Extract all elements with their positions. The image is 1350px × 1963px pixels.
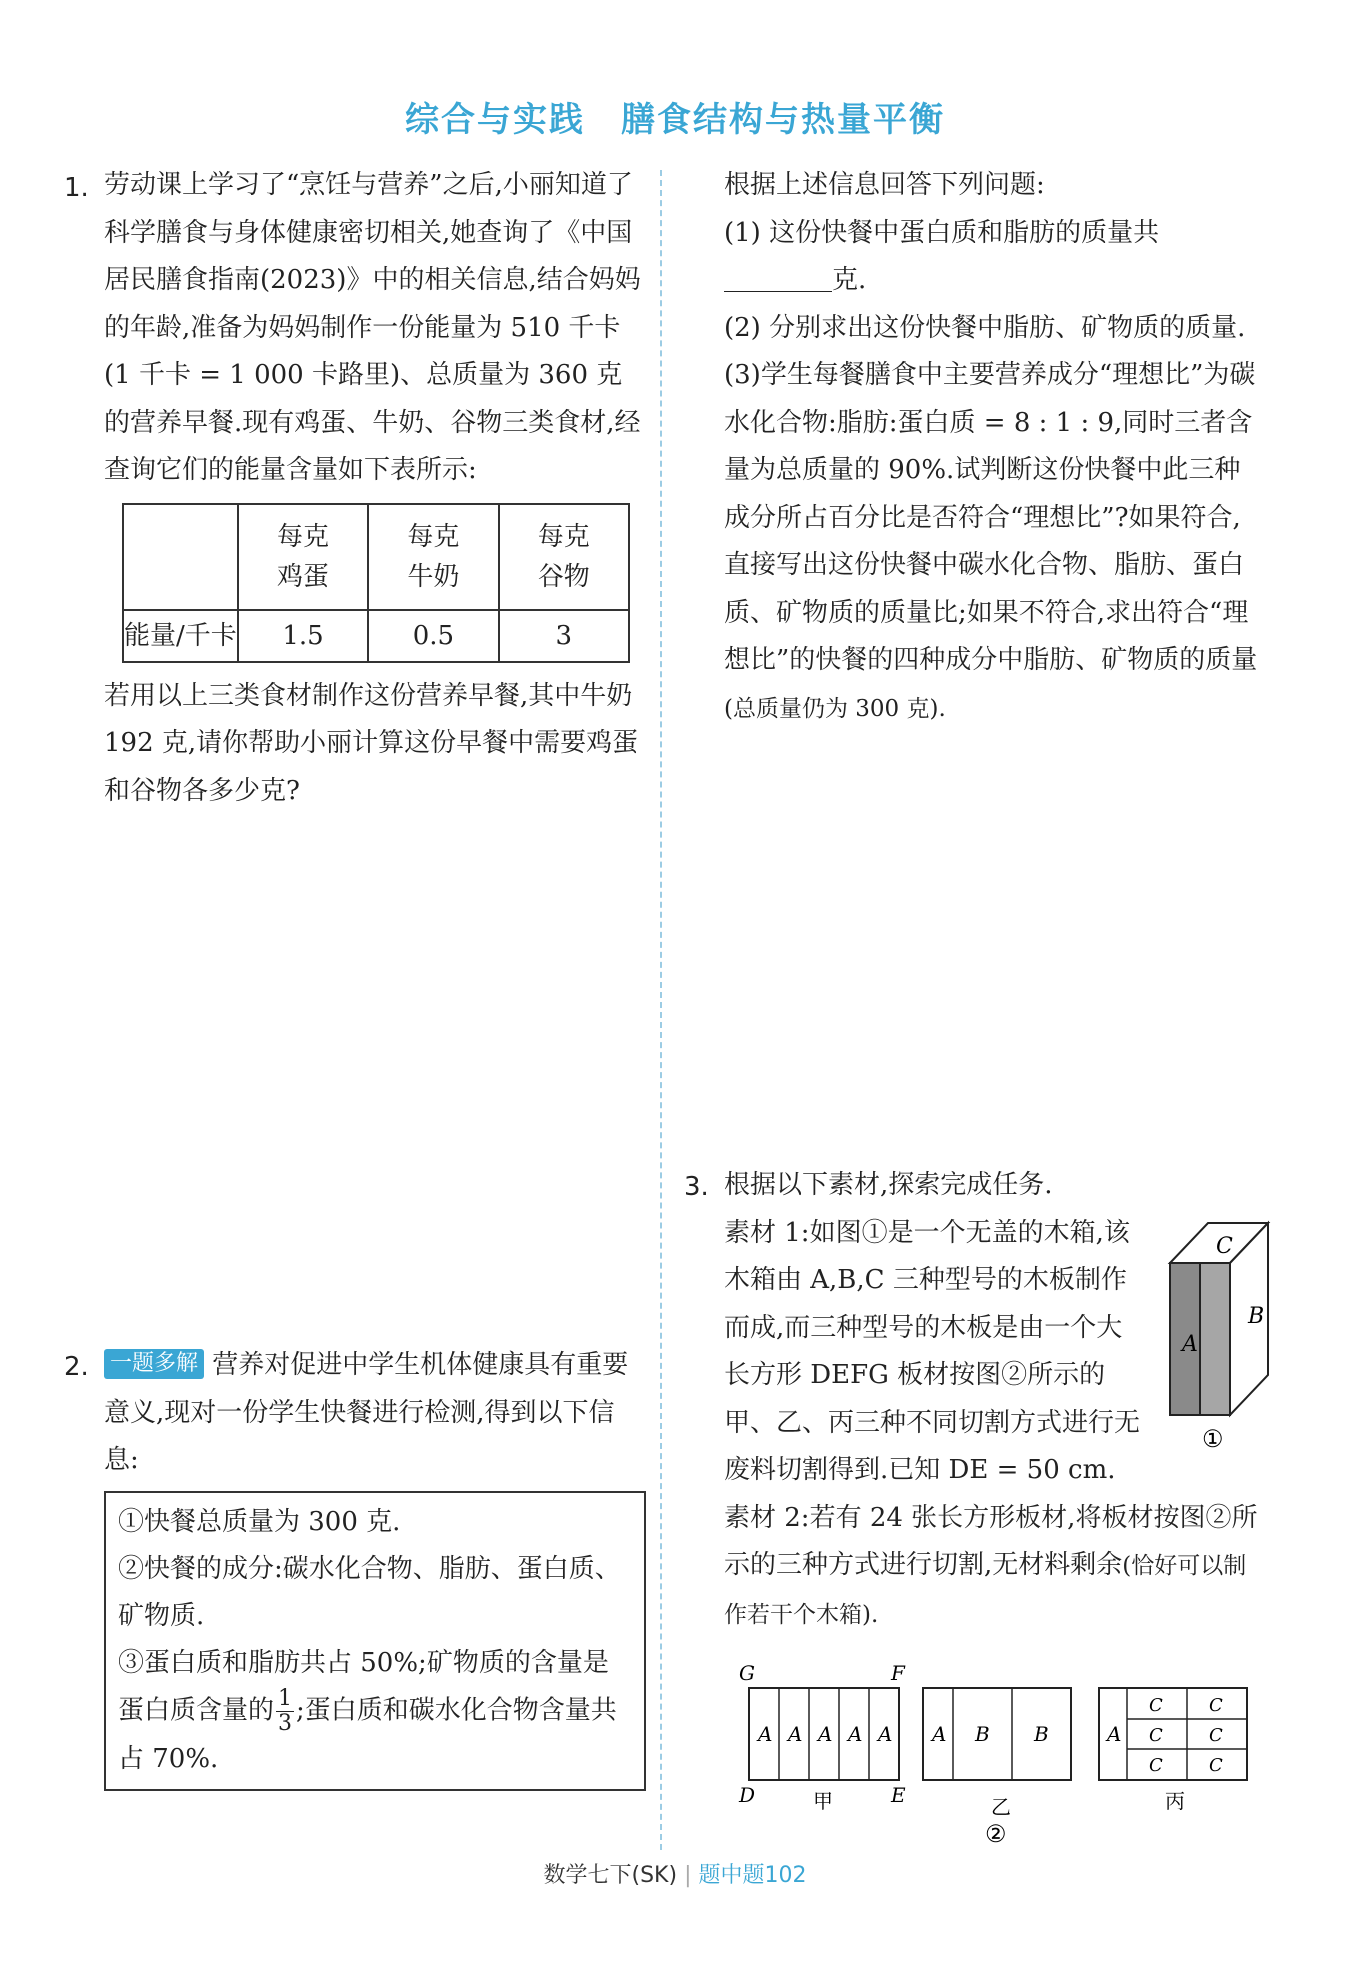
yi-cell: A xyxy=(932,1722,947,1746)
q1-number: 1. xyxy=(64,173,89,203)
q3-number: 3. xyxy=(684,1172,709,1202)
q3-material2-text: 素材 2:若有 24 张长方形板材,将板材按图②所示的三种方式进行切割,无材料剩余 xyxy=(724,1502,1258,1580)
fraction-one-third xyxy=(276,1687,294,1736)
bing-cell: C xyxy=(1209,1755,1223,1776)
table-header-cell: 每克鸡蛋 xyxy=(238,504,368,610)
q2-lead: 根据上述信息回答下列问题: xyxy=(724,170,1045,200)
page-footer: 数学七下(SK) | 题中题102 xyxy=(543,1863,807,1888)
footer-book: 数学七下(SK) xyxy=(543,1863,678,1888)
bing-cell-a: A xyxy=(1107,1722,1122,1746)
table-cell: 1.5 xyxy=(238,610,368,662)
q2-info-item3 xyxy=(118,1640,632,1783)
q2-part3-note: (总质量仍为 300 克). xyxy=(724,695,946,722)
q2-intro: 营养对促进中学生机体健康具有重要意义,现对一份学生快餐进行检测,得到以下信息: xyxy=(104,1350,629,1475)
jia-cell: A xyxy=(758,1722,773,1746)
jia-label: 甲 xyxy=(813,1789,833,1813)
table-cell: 3 xyxy=(499,610,629,662)
q2-block xyxy=(104,1342,646,1791)
fraction-numerator: 1 xyxy=(278,1685,293,1711)
cut-bing xyxy=(1099,1688,1247,1813)
q1-question: 若用以上三类食材制作这份营养早餐,其中牛奶 192 克,请你帮助小丽计算这份早餐中需要鸡蛋和谷物各多少克? xyxy=(104,680,639,806)
q2-part1-unit: 克. xyxy=(832,265,867,295)
figure-2-caption: ② xyxy=(985,1820,1007,1848)
yi-cell: B xyxy=(975,1722,990,1746)
bing-cell: C xyxy=(1149,1725,1163,1746)
q3-material2-note: (恰好可以制作若干个木箱). xyxy=(724,1553,1247,1628)
q2-questions xyxy=(724,162,1266,733)
figure-2-cutting xyxy=(735,1658,1265,1848)
bing-cell: C xyxy=(1209,1695,1223,1716)
box-label-c: C xyxy=(1216,1234,1233,1259)
q3-intro: 根据以下素材,探索完成任务. xyxy=(724,1170,1053,1200)
footer-series: 题中题 xyxy=(698,1863,765,1888)
cut-yi xyxy=(923,1688,1071,1848)
table-header-row xyxy=(123,504,629,610)
q2-intro-line xyxy=(104,1342,646,1485)
table-header-cell: 每克谷物 xyxy=(499,504,629,610)
jia-cell: A xyxy=(848,1722,863,1746)
table-header-cell-empty xyxy=(123,504,238,610)
q3-material2 xyxy=(724,1495,1266,1640)
bing-label: 丙 xyxy=(1165,1789,1185,1813)
multi-solution-tag: 一题多解 xyxy=(104,1349,204,1379)
answer-blank[interactable] xyxy=(724,261,832,292)
table-row xyxy=(123,610,629,662)
q1-intro: 劳动课上学习了“烹饪与营养”之后,小丽知道了科学膳食与身体健康密切相关,她查询了《中国居民膳食指南(2023)》中的相关信息,结合妈妈的年龄,准备为妈妈制作一份能量为 510 千卡(1 千卡 = 1 000 卡路里)、总质量为 360 克的营养早餐.现有鸡蛋、牛奶、谷物三类食材,经查询它们的能量含量如下表所示: xyxy=(104,170,641,485)
energy-table xyxy=(122,503,630,663)
jia-cell: A xyxy=(818,1722,833,1746)
box-label-b: B xyxy=(1248,1304,1265,1329)
box-label-a: A xyxy=(1182,1332,1198,1357)
q2-number: 2. xyxy=(64,1352,89,1382)
jia-cell: A xyxy=(788,1722,803,1746)
corner-e: E xyxy=(891,1783,906,1807)
table-row-label: 能量/千卡 xyxy=(123,610,238,662)
figure-1-box xyxy=(1160,1215,1280,1465)
yi-cell: B xyxy=(1034,1722,1049,1746)
q2-part3-text: (3)学生每餐膳食中主要营养成分“理想比”为碳水化合物:脂肪:蛋白质 = 8 : 1 : 9,同时三者含量为总质量的 90%.试判断这份快餐中此三种成分所占百分比是否符合“理想比”?如果符合,直接写出这份快餐中碳水化合物、脂肪、蛋白质、矿物质的质量比;如果不符合,求出符合“理想比”的快餐的四种成分中脂肪、矿物质的质量 xyxy=(724,360,1258,675)
box-face-a-side xyxy=(1200,1263,1230,1415)
table-cell: 0.5 xyxy=(368,610,498,662)
bing-cell: C xyxy=(1149,1755,1163,1776)
title-part2: 膳食结构与热量平衡 xyxy=(621,100,945,140)
q2-info-box xyxy=(104,1491,646,1791)
q2-info-item3-tail: ;蛋白质和碳水化合物含量共占 70%. xyxy=(118,1695,617,1774)
q2-info-item3-text: ③蛋白质和脂肪共占 50%;矿物质的含量是蛋白质含量的 xyxy=(118,1647,609,1725)
q2-part1 xyxy=(724,210,1266,305)
title-part1: 综合与实践 xyxy=(405,100,585,140)
corner-g: G xyxy=(739,1661,755,1685)
corner-d: D xyxy=(739,1783,756,1807)
q2-part3 xyxy=(724,352,1266,733)
q2-part2: (2) 分别求出这份快餐中脂肪、矿物质的质量. xyxy=(724,312,1246,343)
corner-f: F xyxy=(891,1661,905,1685)
fraction-denominator: 3 xyxy=(278,1710,293,1736)
cut-jia xyxy=(738,1661,906,1813)
page-title xyxy=(0,92,1350,141)
q2-info-item2: ②快餐的成分:碳水化合物、脂肪、蛋白质、矿物质. xyxy=(118,1553,621,1631)
q2-info-item1: ①快餐总质量为 300 克. xyxy=(118,1506,401,1537)
table-header-cell: 每克牛奶 xyxy=(368,504,498,610)
yi-label: 乙 xyxy=(991,1795,1011,1819)
column-divider xyxy=(660,170,662,1850)
q3-material1: 素材 1:如图①是一个无盖的木箱,该木箱由 A,B,C 三种型号的木板制作而成,而三种型号的木板是由一个大长方形 DEFG 板材按图②所示的甲、乙、丙三种不同切割方式进行无废料切割得到.已知 DE = 50 cm. xyxy=(724,1217,1141,1485)
bing-cell: C xyxy=(1149,1695,1163,1716)
figure-1-caption: ① xyxy=(1202,1425,1224,1453)
footer-page-number: 102 xyxy=(764,1863,807,1888)
q2-part1-text: (1) 这份快餐中蛋白质和脂肪的质量共 xyxy=(724,217,1160,248)
bing-cell: C xyxy=(1209,1725,1223,1746)
jia-cell: A xyxy=(878,1722,893,1746)
q1-block xyxy=(104,162,646,815)
